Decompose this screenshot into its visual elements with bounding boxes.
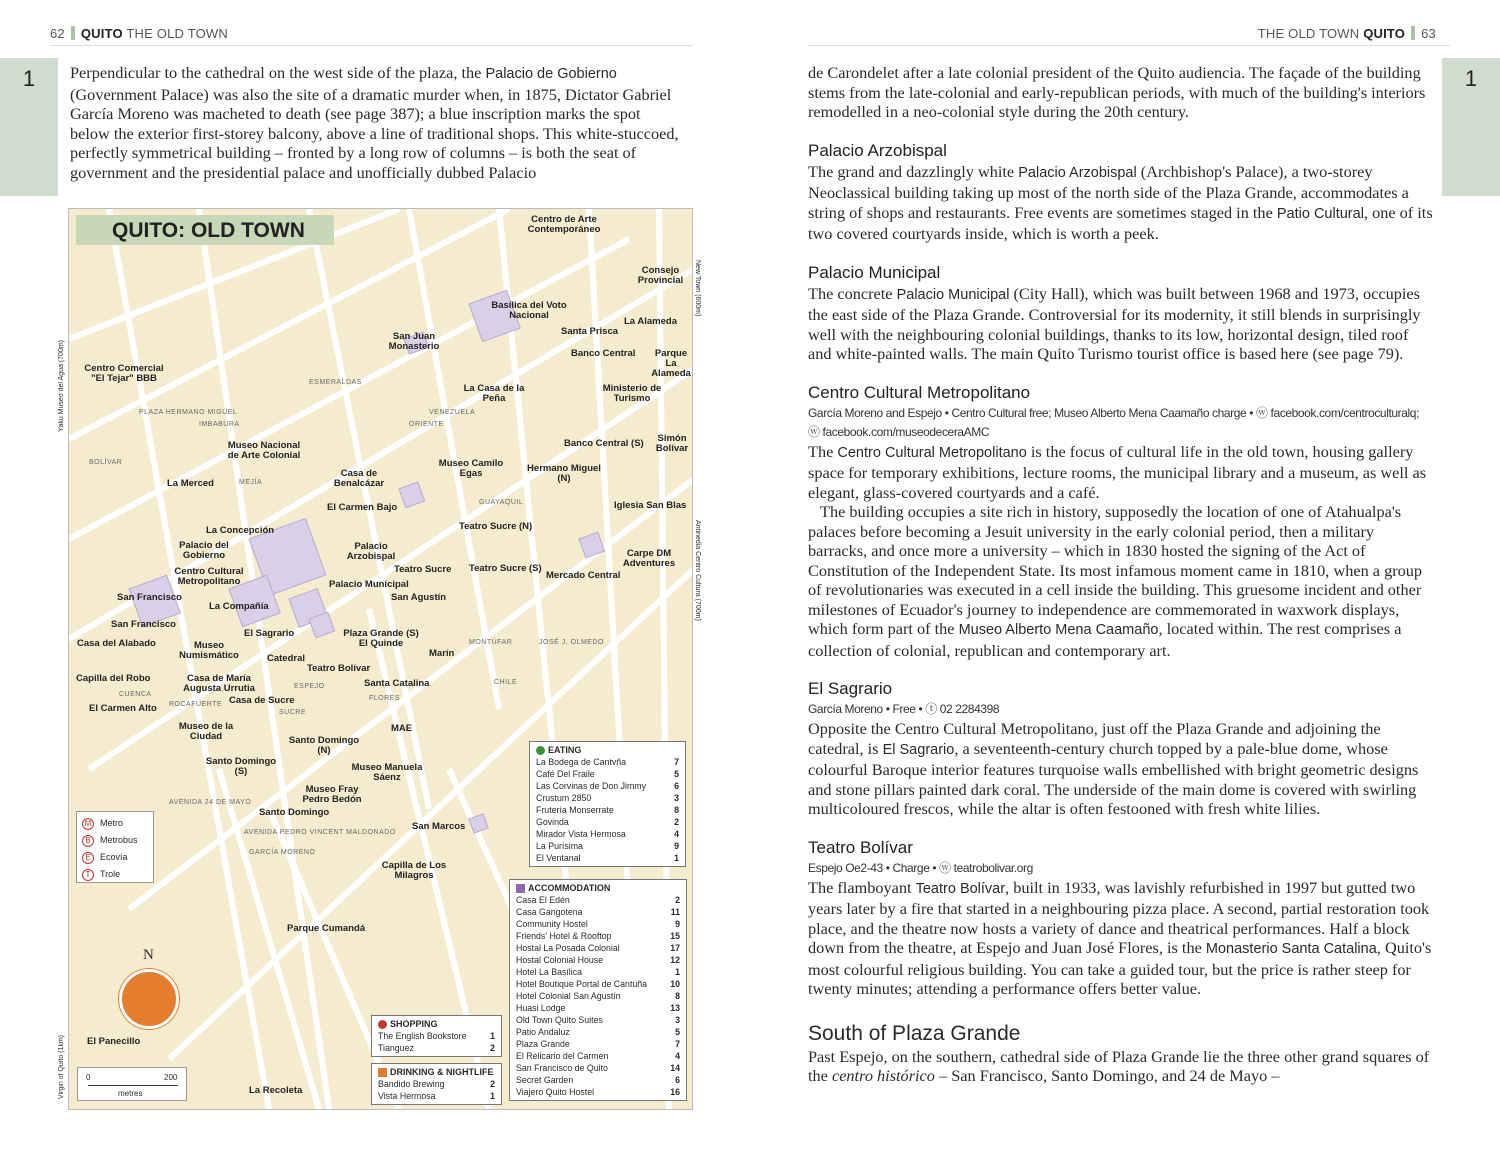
body-paragraph: Opposite the Centro Cultural Metropolitano, just off the Plaza Grande and adjoining the catedral, is El Sagrario, a seventeenth-century church topped by a pale-blue dome, whose colourful Baroque interior features turquoise walls embellished with bright geometric designs and stone pillars painted dark coral. The underside of the main dome is covered with swirling multicoloured frescos, while the altar is often festooned with fresh white lilies. [808,719,1419,818]
chapter-tab: 1 [1442,58,1500,196]
section-title: QUITO [1363,26,1406,41]
legend-trole: T Trole [82,866,148,883]
section-heading: Teatro Bolívar [808,837,913,857]
map-place-label: La Casa de la Peña [463,383,525,404]
body-paragraph: Past Espejo, on the southern, cathedral side of Plaza Grande lie the three other grand squares of the centro histórico – San Francisco, Santo Domingo, and 24 de Mayo – [808,1046,1430,1085]
key-item: Hotel La Basílica 1 [516,967,680,977]
map-place-label: Teatro Sucre [394,564,452,575]
key-item: Govinda 2 [536,817,679,827]
listing-info: Espejo Oe2-43 • Charge • ⓦ teatrobolivar.org [808,860,1033,875]
key-item: Old Town Quito Suites 3 [516,1015,680,1025]
drinking-key: DRINKING & NIGHTLIFE Bandido Brewing 2 Vista Hermosa 1 [371,1063,502,1105]
street [69,239,629,539]
map-place-label: Palacio Municipal [329,579,409,590]
compass-north-label: N [143,947,154,963]
chapter-title: THE OLD TOWN [126,26,228,41]
eating-key: EATING La Bodega de Cantvña 7 Café Del Fraile 5 Las Corvinas de Don Jimmy 6 Crustum 2850 3 Frutería Monserrate 8 Govinda 2 Mirador Vista Hermosa 4 La Purísima 9 El Ventanal 1 [529,741,686,867]
map-place-label: Banco Central (S) [564,438,644,449]
key-item: Patio Andaluz 5 [516,1027,680,1037]
map-place-label: Hermano Miguel (N) [527,463,601,484]
listing-info: García Moreno and Espejo • Centro Cultural free; Museo Alberto Mena Caamaño charge • ⓦ facebook.com/centroculturalq; ⓦ facebook.com/museodeceraAMC [808,405,1420,439]
map-place-label: Parque Cumandá [287,923,366,934]
map-place-label: Basílica del Voto Nacional [491,300,567,321]
key-item: Friends' Hotel & Rooftop 15 [516,931,680,941]
key-item: El Relicario del Carmen 4 [516,1051,680,1061]
right-column [808,63,1433,1086]
margin-label: Antinedia Centro Cultura (700m) [694,520,701,621]
map-place-label: MAE [391,723,413,734]
street-label: ORIENTE [409,421,444,428]
map-place-label: Museo Nacional de Arte Colonial [227,440,301,461]
margin-label: New Town (600m) [694,260,701,317]
bold-term: Monasterio Santa Catalina [1205,941,1377,957]
map-place-label: San Francisco [111,619,176,630]
map-place-label: Ministerio de Turismo [602,383,662,404]
street-label: CUENCA [119,691,152,698]
map-place-label: La Recoleta [249,1085,303,1096]
body-paragraph: The flamboyant Teatro Bolívar, built in 1933, was lavishly refurbished in 1997 but gutted two years later by a fire that started in a neighbouring pizza place. A second, partial restoration took place, and the theatre now hosts a variety of dance and theatrical performances. Half a block down from the theatre, at Espejo and Juan José Flores, is the Monasterio Santa Catalina, Quito's most colourful religious building. You can take a guided tour, but the price is rather steep for twenty minutes; attending a performance offers better value. [808,877,1432,998]
chapter-title: THE OLD TOWN [1257,26,1360,41]
page-number: 63 [1421,26,1436,41]
street-label: IMBABURA [199,421,240,428]
bold-term: Museo Alberto Mena Caamaño [958,622,1159,638]
map-place-label: Marín [429,648,455,659]
street-label: FLORES [369,695,401,702]
building-block [579,532,605,558]
key-item: Hostal Colonial House 12 [516,955,680,965]
map-place-label: Palacio Arzobispal [346,541,396,562]
map-place-label: Palacio del Gobierno [179,540,229,561]
map-place-label: Catedral [267,653,306,664]
key-item: Bandido Brewing 2 [378,1079,495,1089]
map-place-label: La Compañía [209,601,269,612]
legend-metro: M Metro [82,815,148,832]
map-place-label: Museo Manuela Sáenz [351,762,423,783]
key-item: The English Bookstore 1 [378,1031,495,1041]
map-place-label: Casa de María Augusta Urrutia [183,673,255,694]
map-place-label: El Panecillo [87,1036,141,1047]
key-item: Hotel Boutique Portal de Cantuña 10 [516,979,680,989]
page-number: 62 [50,26,65,41]
section-heading: El Sagrario [808,679,893,698]
street-label: VENEZUELA [429,409,476,416]
street-label: SUCRE [279,709,307,716]
street-label: GARCÍA MORENO [249,849,316,856]
key-item: La Purísima 9 [536,841,679,851]
map-place-label: Museo Camilo Egas [438,458,504,479]
accommodation-key: ACCOMMODATION Casa El Edén 2 Casa Gangotena 11 Community Hostel 9 Friends' Hotel & Rooftop 15 Hostal La Posada Colonial 17 Hostal Colonial House 12 Hotel La Basílica 1 Hotel Boutique Portal de Cantuña 10 Hotel Colonial San Agustín 8 Huasi Lodge 13 Old Town Quito Suites 3 Patio Andaluz 5 Plaza Grande 7 El Relicario del Carmen 4 San Francisco de Quito 14 Secret Garden 6 Viajero Quito Hostel 16 [509,879,687,1101]
bold-term: El Sagrario [882,741,955,758]
key-item: Secret Garden 6 [516,1075,680,1085]
legend-metrobus: B Metrobus [82,832,148,849]
map-place-label: Museo Fray Pedro Bedón [302,784,362,805]
map-place-label: Parque La Alameda [651,348,691,379]
building-block [399,482,425,508]
chapter-tab: 1 [0,58,58,196]
map-place-label: San Francisco [117,592,182,603]
map-place-label: El Carmen Bajo [327,502,398,513]
right-running-header [1258,26,1436,41]
map-place-label: Santo Domingo (N) [288,735,360,756]
transport-legend [76,811,154,883]
key-item: Huasi Lodge 13 [516,1003,680,1013]
section-heading: Palacio Municipal [808,262,941,282]
street-label: AVENIDA 24 DE MAYO [169,799,252,806]
map-place-label: Santo Domingo [259,807,330,818]
key-item: Viajero Quito Hostel 16 [516,1087,680,1097]
key-item: Las Corvinas de Don Jimmy 6 [536,781,679,791]
header-rule [50,45,693,46]
key-item: Tianguez 2 [378,1043,495,1053]
map-place-label: La Alameda [624,316,677,327]
map-place-label: Plaza Grande (S) El Quinde [343,628,419,649]
map-place-label: La Merced [167,478,214,489]
street-label: MEJÍA [239,479,263,486]
street-label: AVENIDA PEDRO VINCENT MALDONADO [244,829,396,836]
map-place-label: Santa Catalina [364,678,430,689]
map-place-label: Capilla del Robo [76,673,151,684]
map-place-label: Casa de Sucre [229,695,295,706]
street-label: ESPEJO [294,683,325,690]
street-label: PLAZA HERMANO MIGUEL [139,409,238,416]
section-title: QUITO [80,26,123,41]
map-place-label: Centro Cultural Metropolitano [174,566,244,587]
street-label: BOLÍVAR [89,459,123,466]
map-place-label: Mercado Central [546,570,621,581]
scale-bar: 0 200 metres [77,1067,187,1101]
map-place-label: Iglesia San Blas [614,500,687,511]
body-paragraph: The concrete Palacio Municipal (City Hall), which was built between 1968 and 1973, occupies the east side of the Plaza Grande. Controversial for its modernity, it still blends in surprisingly well with the neighbouring colonial buildings, thanks to its low, horizontal design, tiled roof and white-painted walls. The main Quito Turismo tourist office is based here (see page 79). [808,283,1421,363]
map-place-label: Centro Comercial "El Tejar" BBB [84,363,164,384]
body-paragraph: The building occupies a site rich in history, supposedly the location of one of Atahualpa's palaces before becoming a Jesuit university in the early colonial period, then a military barracks, and once more a university – which in 1830 hosted the signing of the Act of Constitution of the Independent State. Its most infamous moment came in 1810, when a group of revolutionaries was executed in a cell inside the building. This gruesome incident and other milestones of Ecuador's journey to independence are commemorated in waxwork displays, which form part of the Museo Alberto Mena Caamaño, located within. The rest comprises a collection of colonial, republican and contemporary art. [808,502,1423,660]
map-place-label: San Agustín [391,592,447,603]
key-item: Community Hostel 9 [516,919,680,929]
map-title: QUITO: OLD TOWN [76,215,334,245]
map-place-label: Santa Prisca [561,326,619,337]
street-label: JOSÉ J. OLMEDO [539,639,604,646]
bold-term: Palacio Arzobispal [1018,164,1137,181]
body-paragraph: The Centro Cultural Metropolitano is the focus of cultural life in the old town, housing gallery space for temporary exhibitions, lecture rooms, the municipal library and a museum, as well as elegant, glass-covered courtyards and a café. [808,441,1427,502]
margin-label: Yaku Museo del Agua (700m) [58,340,65,432]
key-item: La Bodega de Cantvña 7 [536,757,679,767]
left-paragraph: Perpendicular to the cathedral on the west side of the plaza, the Palacio de Gobierno (Government Palace) was also the site of a dramatic murder when, in 1875, Dictator Gabriel García Moreno was macheted to death (see page 387); a blue inscription marks the spot below the exterior first-storey balcony, above a line of traditional shops. This white-stuccoed, perfectly symmetrical building – fronted by a long row of columns – is both the seat of government and the presidential palace and unofficially dubbed Palacio [70,63,679,182]
map-place-label: La Concepción [206,525,275,536]
left-running-header [50,26,228,41]
map-place-label: Teatro Sucre (S) [469,563,542,574]
map-place-label: Casa del Alabado [77,638,156,649]
section-heading: Centro Cultural Metropolitano [808,382,1031,402]
listing-info: García Moreno • Free • ⓣ 02 2284398 [808,702,1000,716]
map-place-label: Teatro Bolívar [307,663,371,674]
key-item: Casa El Edén 2 [516,895,680,905]
bold-term: Palacio Municipal [896,286,1010,303]
key-item: San Francisco de Quito 14 [516,1063,680,1073]
key-item: Crustum 2850 3 [536,793,679,803]
street-label: GUAYAQUIL [479,499,524,506]
map-place-label: Banco Central [571,348,636,359]
intro-paragraph: de Carondelet after a late colonial president of the Quito audiencia. The façade of the building stems from the late-colonial and early-republican periods, with much of the building's interiors remodelled in a neo-colonial style during the 20th century. [808,63,1426,121]
map-place-label: Consejo Provincial [637,265,684,286]
map-place-label: Centro de Arte Contemporáneo [527,214,601,235]
key-item: Mirador Vista Hermosa 4 [536,829,679,839]
map-place-label: Santo Domingo (S) [205,756,277,777]
map-place-label: San Juan Monasterio [388,331,440,352]
key-item: Vista Hermosa 1 [378,1091,495,1101]
map-place-label: Museo Numismático [179,640,239,661]
bold-term: Teatro Bolívar [915,880,1006,897]
section-heading: Palacio Arzobispal [808,140,947,160]
compass-icon [119,969,179,1029]
street-label: MONTÚFAR [469,639,513,646]
map-place-label: Capilla de Los Milagros [381,860,447,881]
map-place-label: Museo de la Ciudad [178,721,234,742]
map-place-label: Casa de Benalcázar [333,468,385,489]
bold-term: Palacio de Gobierno [485,66,617,82]
key-item: Casa Gangotena 11 [516,907,680,917]
street-label: ESMERALDAS [309,379,362,386]
map-place-label: Simón Bolívar [655,433,689,454]
bold-term: Centro Cultural Metropolitano [837,444,1027,461]
bold-term: Patio Cultural [1276,205,1364,222]
street-label: ROCAFUERTE [169,701,223,708]
map-place-label: El Sagrario [244,628,295,639]
margin-label: Virgin of Quito (1km) [58,1035,65,1100]
legend-ecovia: E Ecovía [82,849,148,866]
map-place-label: San Marcos [412,821,466,832]
header-rule [808,45,1450,46]
section-heading: South of Plaza Grande [808,1021,1021,1045]
map-place-label: El Carmen Alto [89,703,157,714]
key-item: Hostal La Posada Colonial 17 [516,943,680,953]
key-item: Hotel Colonial San Agustín 8 [516,991,680,1001]
key-item: Frutería Monserrate 8 [536,805,679,815]
map-place-label: Carpe DM Adventures [622,548,676,569]
map-place-label: Teatro Sucre (N) [459,521,533,532]
shopping-key: SHOPPING The English Bookstore 1 Tianguez 2 [371,1015,502,1057]
quito-old-town-map [68,208,693,1110]
street-label: CHILE [494,679,518,686]
body-paragraph: The grand and dazzlingly white Palacio Arzobispal (Archbishop's Palace), a two-storey Neoclassical building taking up most of the north side of the Plaza Grande, accommodates a string of shops and restaurants. Free events are sometimes staged in the Patio Cultural, one of its two covered courtyards inside, which is worth a peek. [808,161,1433,243]
key-item: El Ventanal 1 [536,853,679,863]
key-item: Plaza Grande 7 [516,1039,680,1049]
key-item: Café Del Fraile 5 [536,769,679,779]
